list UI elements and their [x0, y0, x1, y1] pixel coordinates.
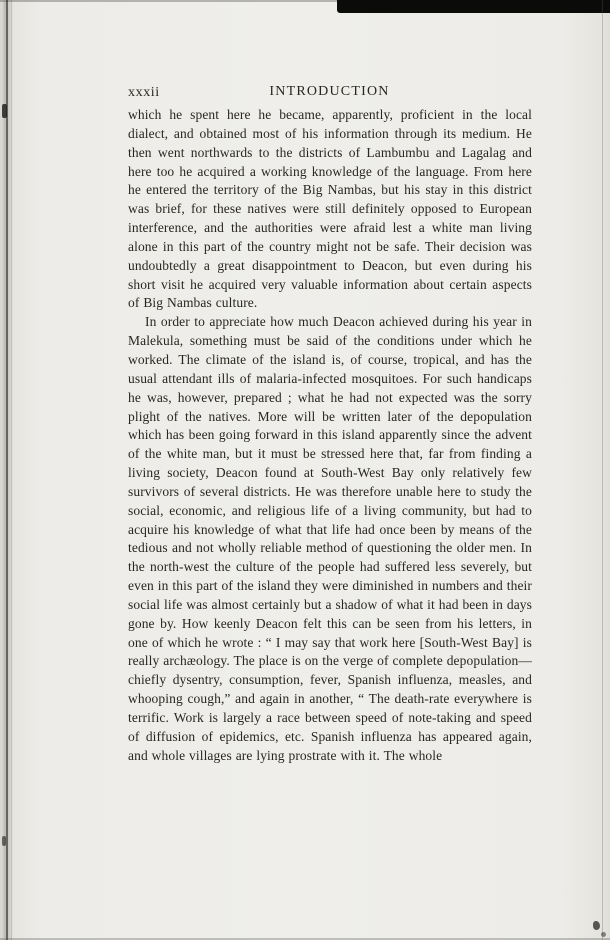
- scan-artifact-left-mark-upper: [2, 104, 7, 118]
- scan-artifact-right-edge: [602, 0, 603, 940]
- scan-artifact-bottom-right-speck-small: [601, 932, 606, 937]
- scan-artifact-bottom-right-speck: [593, 921, 600, 930]
- page-header: [128, 84, 531, 102]
- page-number: xxxii: [128, 85, 160, 100]
- scan-artifact-top-black-bar: [337, 0, 610, 13]
- page-body-text: [128, 106, 532, 766]
- paragraph: In order to appreciate how much Deacon achieved during his year in Malekula, something must be said of the conditions under which he worked. The climate of the island is, of course, tropical, and has the usual attendant ills of malaria-infected mosquitoes. For such handicaps he was, however, prepared ; what he had not expected was the sorry plight of the natives. More will be written later of the depopulation which has been going forward in this island apparently since the advent of the white man, but it must be stressed here that, far from finding a living society, Deacon found at South-West Bay only relatively few survivors of several districts. He was therefore unable here to study the social, economic, and religious life of a living community, but had to acquire his knowledge of what that life had once been by means of the tedious and not wholly reliable method of questioning the older men. In the north-west the culture of the people had suffered less severely, but even in this part of the island they were diminished in numbers and their social life was almost certainly but a shadow of what it had been in days gone by. How keenly Deacon felt this can be seen from his letters, in one of which he wrote : “ I may say that work here [South-West Bay] is really archæology. The place is on the verge of complete depopulation—chiefly dysentry, consumption, fever, Spanish influenza, measles, and whooping cough,” and again in another, “ The death-rate everywhere is terrific. Work is largely a race between speed of note-taking and speed of diffusion of epidemics, etc. Spanish influenza has appeared again, and whole villages are lying prostrate with it. The whole: [128, 314, 532, 763]
- scan-artifact-left-mark-lower: [2, 836, 6, 846]
- scan-artifact-left-binding-secondary: [11, 0, 12, 940]
- running-title: INTRODUCTION: [269, 84, 390, 99]
- scan-artifact-left-binding: [6, 0, 8, 940]
- paragraph: which he spent here he became, apparently, proficient in the local dialect, and obtained most of his information through its medium. He then went northwards to the districts of Lambumbu and Lagalag and here too he acquired a working knowledge of the language. From here he entered the territory of the Big Nambas, but his stay in this district was brief, for these natives were still definitely opposed to European interference, and the authorities were afraid lest a white man living alone in this part of the country might not be safe. Their decision was undoubtedly a great disappointment to Deacon, but even during his short visit he acquired very valuable information about certain aspects of Big Nambas culture.: [128, 107, 532, 311]
- scan-artifact-top-edge: [0, 0, 610, 2]
